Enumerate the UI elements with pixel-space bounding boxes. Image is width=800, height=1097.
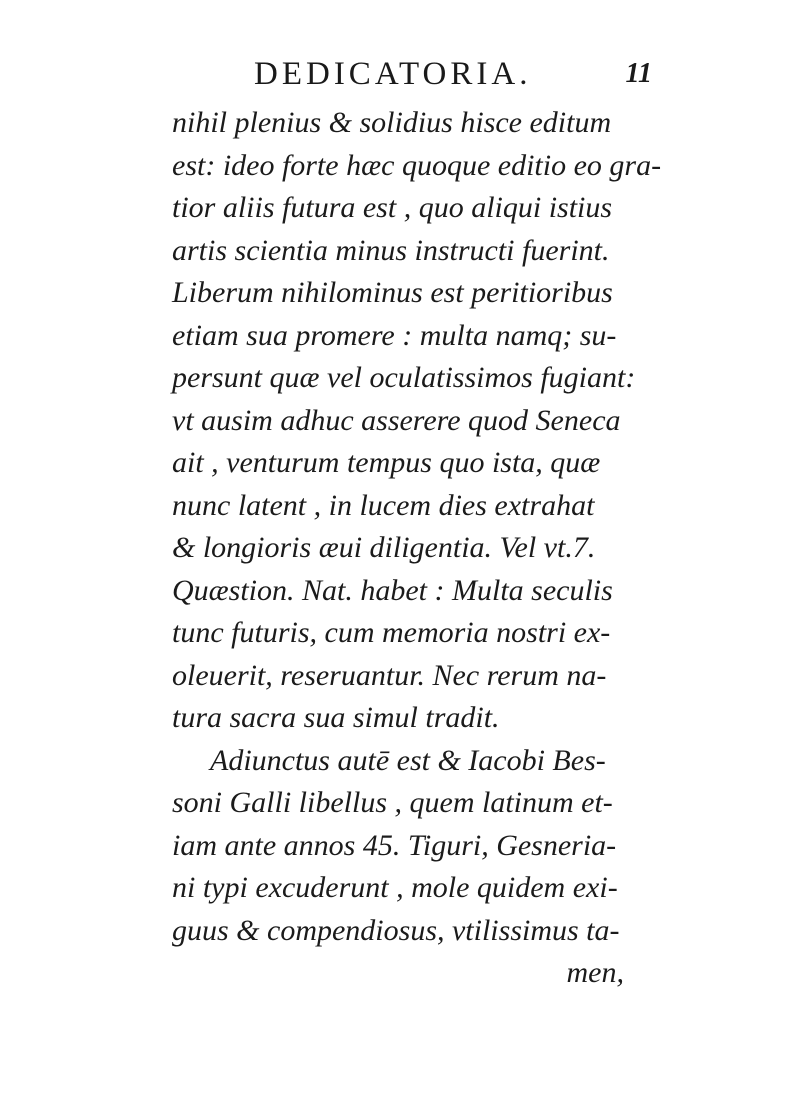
- text-line: oleuerit, reseruantur. Nec rerum na-: [172, 658, 607, 692]
- paragraph-start-line: Adiunctus autē est & Iacobi Bes-: [210, 743, 606, 777]
- text-line: artis scientia minus instructi fuerint.: [172, 233, 610, 267]
- page-number: 11: [625, 58, 652, 89]
- text-line: soni Galli libellus , quem latinum et-: [172, 786, 613, 819]
- text-line: Liberum nihilominus est peritioribus: [172, 276, 613, 309]
- text-line: ni typi excuderunt , mole quidem exi-: [172, 871, 618, 904]
- text-line: vt ausim adhuc asserere quod Seneca: [172, 403, 621, 437]
- text-line: persunt quæ vel oculatissimos fugiant:: [172, 361, 636, 394]
- running-title: DEDICATORIA.: [254, 56, 532, 92]
- text-line: ait , venturum tempus quo ista, quæ: [172, 446, 601, 479]
- text-line: nihil plenius & solidius hisce editum: [172, 106, 612, 139]
- text-line: etiam sua promere : multa namq; su-: [172, 318, 617, 352]
- text-line: tura sacra sua simul tradit.: [172, 701, 500, 734]
- text-line: nunc latent , in lucem dies extrahat: [172, 488, 595, 522]
- text-line: tior aliis futura est , quo aliqui istius: [172, 191, 613, 224]
- body-text: [172, 102, 662, 995]
- catchword: men,: [566, 956, 624, 989]
- running-head: [240, 56, 660, 96]
- text-line: Quæstion. Nat. habet : Multa seculis: [172, 573, 613, 607]
- text-line: guus & compendiosus, vtilissimus ta-: [172, 913, 620, 947]
- text-line: est: ideo forte hæc quoque editio eo gra-: [172, 148, 662, 182]
- text-line: & longioris æui diligentia. Vel vt.7.: [172, 531, 596, 564]
- text-line: iam ante annos 45. Tiguri, Gesneria-: [172, 828, 617, 862]
- text-line: tunc futuris, cum memoria nostri ex-: [172, 616, 611, 649]
